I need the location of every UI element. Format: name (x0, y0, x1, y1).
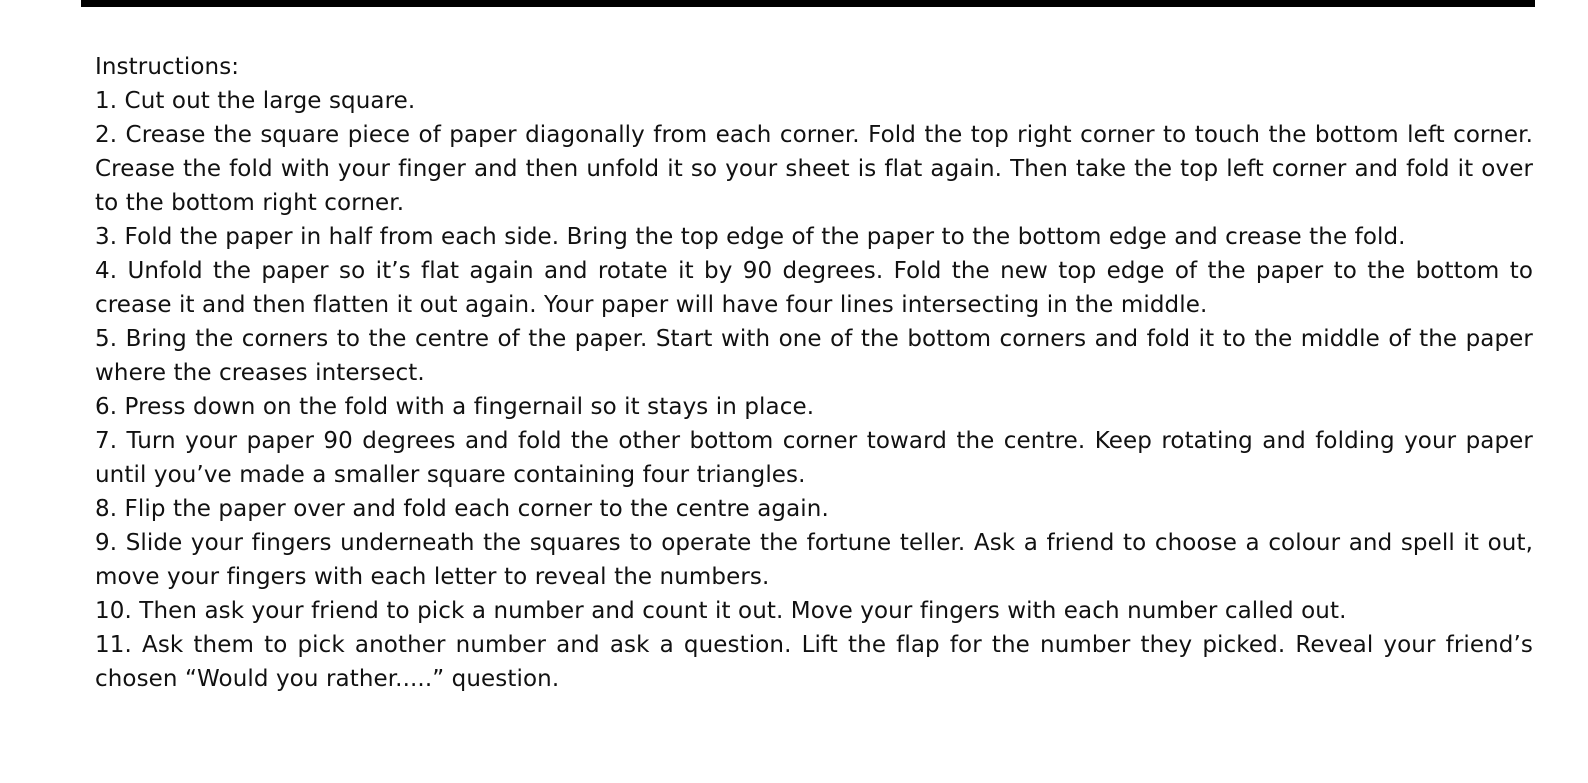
instruction-step-10: 10. Then ask your friend to pick a number and count it out. Move your fingers with each number called out. (95, 598, 1347, 624)
instruction-step-7: 7. Turn your paper 90 degrees and fold the other bottom corner toward the centre. Keep rotating and folding your paper until you’ve made a smaller square containing four triangles. (95, 428, 1533, 488)
instruction-step-1: 1. Cut out the large square. (95, 88, 416, 114)
top-border-bar (81, 0, 1535, 7)
instruction-step-2: 2. Crease the square piece of paper diagonally from each corner. Fold the top right corner to touch the bottom left corner. Crease the fold with your finger and then unfold it so your sheet is flat again. Then take the top left corner and fold it over to the bottom right corner. (95, 122, 1533, 216)
instruction-step-6: 6. Press down on the fold with a fingernail so it stays in place. (95, 394, 815, 420)
instruction-step-8: 8. Flip the paper over and fold each corner to the centre again. (95, 496, 829, 522)
instruction-step-9: 9. Slide your fingers underneath the squares to operate the fortune teller. Ask a friend to choose a colour and spell it out, move your fingers with each letter to reveal the numbers. (95, 530, 1533, 590)
instruction-step-4: 4. Unfold the paper so it’s flat again and rotate it by 90 degrees. Fold the new top edge of the paper to the bottom to crease it and then flatten it out again. Your paper will have four lines intersecting in the middle. (95, 258, 1533, 318)
instruction-step-3: 3. Fold the paper in half from each side. Bring the top edge of the paper to the bottom edge and crease the fold. (95, 224, 1406, 250)
instructions-heading: Instructions: (95, 54, 240, 80)
instruction-steps-list (95, 84, 1533, 696)
instruction-step-11: 11. Ask them to pick another number and ask a question. Lift the flap for the number they picked. Reveal your friend’s chosen “Would you rather.....” question. (95, 632, 1533, 692)
instruction-step-5: 5. Bring the corners to the centre of the paper. Start with one of the bottom corners and fold it to the middle of the paper where the creases intersect. (95, 326, 1533, 386)
instructions-section (95, 50, 1533, 696)
